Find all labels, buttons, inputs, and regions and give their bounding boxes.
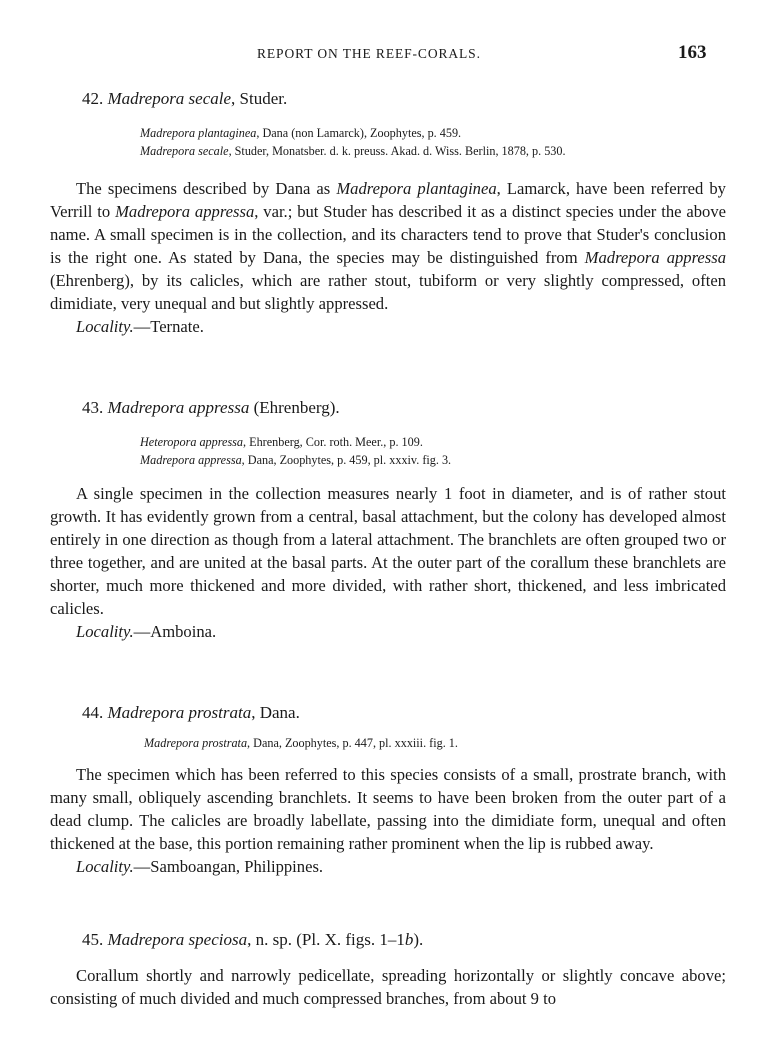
synonym-name: Madrepora prostrata [144, 736, 248, 750]
species-name: Madrepora speciosa [107, 930, 248, 949]
locality-value: —Amboina. [133, 622, 217, 641]
page-number: 163 [678, 42, 707, 63]
synonym-citation: , Dana, Zoophytes, p. 459, pl. xxxiv. fig. 3. [241, 453, 452, 467]
synonym-name: Madrepora plantaginea [140, 126, 257, 140]
species-heading [82, 88, 726, 110]
species-heading [82, 929, 726, 951]
locality-line [50, 855, 726, 878]
synonym-citation: , Dana, Zoophytes, p. 447, pl. xxxiii. fig. 1. [247, 736, 458, 750]
species-authority: (Ehrenberg). [249, 398, 340, 417]
running-title: REPORT ON THE REEF-CORALS. [257, 46, 481, 61]
species-heading [82, 702, 726, 724]
synonym-entry [140, 142, 726, 160]
synonym-name: Madrepora appressa [140, 453, 242, 467]
running-header [0, 42, 776, 70]
synonym-citation: , Dana (non Lamarck), Zoophytes, p. 459. [256, 126, 462, 140]
species-number: 43. [82, 398, 104, 417]
synonymy-list [140, 433, 726, 469]
locality-value: —Ternate. [133, 317, 204, 336]
species-authority: , Dana. [251, 703, 300, 722]
synonymy-list [140, 124, 726, 160]
species-entry-43 [50, 397, 726, 643]
synonym-name: Madrepora secale [140, 144, 229, 158]
species-description: Corallum shortly and narrowly pedicellate, spreading horizontally or slightly concave above; consisting of much divided and much compressed branches, from about 9 to [50, 966, 726, 1008]
species-number: 44. [82, 703, 104, 722]
locality-label: Locality. [76, 622, 134, 641]
locality-line [50, 620, 726, 643]
species-description: A single specimen in the collection measures nearly 1 foot in diameter, and is of rather stout growth. It has evidently grown from a central, basal attachment, but the colony has developed almost entirely in one direction as though from a lateral attachment. The branchlets are often grouped two or three together, and are united at the basal parts. At the outer part of the corallum these branchlets are shorter, much more thickened and more divided, with rather short, thickened, and less imbricated calicles. [50, 484, 726, 618]
species-authority-end: ). [413, 930, 424, 949]
synonym-entry [144, 734, 726, 752]
locality-value: —Samboangan, Philippines. [133, 857, 324, 876]
species-name: Madrepora appressa [107, 398, 250, 417]
synonym-entry [140, 124, 726, 142]
species-heading [82, 397, 726, 419]
locality-line [50, 315, 726, 338]
species-authority: , n. sp. (Pl. X. figs. 1–1 [247, 930, 405, 949]
locality-label: Locality. [76, 857, 134, 876]
species-name: Madrepora prostrata [107, 703, 252, 722]
synonymy-list [144, 734, 726, 752]
species-entry-45 [50, 929, 726, 1010]
synonym-entry [140, 433, 726, 451]
species-authority: , Studer. [231, 89, 288, 108]
species-number: 42. [82, 89, 104, 108]
synonym-citation: , Studer, Monatsber. d. k. preuss. Akad. d. Wiss. Berlin, 1878, p. 530. [228, 144, 566, 158]
synonym-name: Heteropora appressa [140, 435, 244, 449]
species-description: The specimen which has been referred to this species consists of a small, prostrate branch, with many small, obliquely ascending branchlets. It seems to have been broken from the outer part of a dead clump. The calicles are broadly labellate, passing into the dimidiate form, unequal and often thickened at the base, this portion remaining rather prominent when the lip is rubbed away. [50, 765, 726, 853]
species-entry-42 [50, 88, 726, 338]
figure-suffix: b [404, 930, 414, 949]
locality-label: Locality. [76, 317, 134, 336]
species-entry-44 [50, 702, 726, 878]
species-name: Madrepora secale [107, 89, 232, 108]
synonym-entry [140, 451, 726, 469]
species-number: 45. [82, 930, 104, 949]
species-description: The specimens described by Dana as Madrepora plantaginea, Lamarck, have been referred by Verrill to Madrepora appressa, var.; but Studer has described it as a distinct species under the above name. A small specimen is in the collection, and its characters tend to prove that Studer's conclusion is the right one. As stated by Dana, the species may be distinguished from Madrepora appressa (Ehrenberg), by its calicles, which are rather stout, tubiform or very slightly compressed, often dimidiate, very unequal and but slightly appressed. [50, 179, 727, 313]
synonym-citation: , Ehrenberg, Cor. roth. Meer., p. 109. [243, 435, 423, 449]
